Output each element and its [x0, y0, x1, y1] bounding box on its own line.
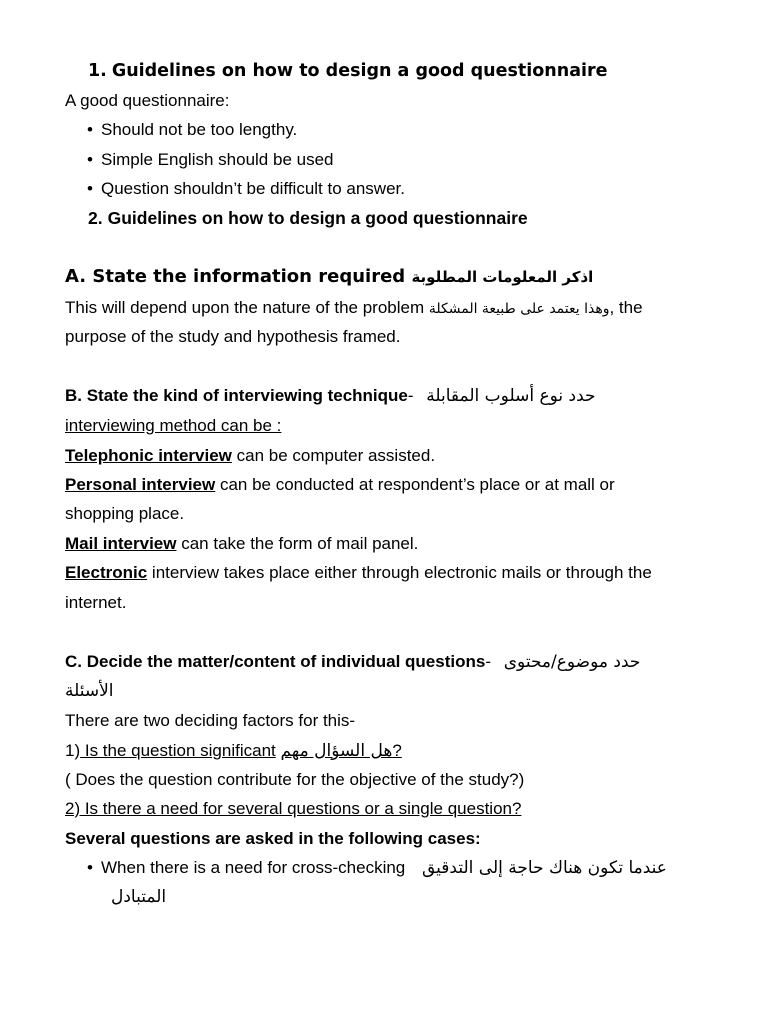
- interview-description: can be conducted at respondent’s place or at mall or: [215, 475, 615, 494]
- bullet-dot: •: [87, 858, 93, 877]
- interview-description: can be computer assisted.: [231, 446, 436, 465]
- section-a-body-start: This will depend upon the nature of the problem: [65, 298, 425, 317]
- interview-term: Telephonic interview: [65, 446, 232, 465]
- section-a-title-arabic: اذكر المعلومات المطلوبة: [411, 268, 594, 286]
- question-2: 2) Is there a need for several questions or a single question?: [65, 799, 522, 818]
- bullet-item-2: Simple English should be used: [101, 150, 334, 169]
- bullet-item-1: Should not be too lengthy.: [101, 120, 298, 139]
- case-item-1: [101, 857, 667, 879]
- section-b-dash: -: [407, 386, 414, 405]
- intro-text: A good questionnaire:: [65, 91, 230, 110]
- section-b-intro: interviewing method can be :: [65, 416, 282, 435]
- heading-2-text: Guidelines on how to design a good questionnaire: [107, 208, 528, 228]
- interview-item-personal: [65, 474, 615, 496]
- section-b-heading: [65, 385, 596, 407]
- heading-2-number: 2.: [88, 208, 103, 228]
- question-1-text: Is the question significant: [80, 741, 276, 760]
- interview-description: can take the form of mail panel.: [176, 534, 419, 553]
- question-1: [65, 740, 402, 762]
- interview-term: Personal interview: [65, 475, 216, 494]
- section-c-heading: [65, 651, 640, 673]
- heading-1-text: Guidelines on how to design a good questionnaire: [111, 61, 608, 81]
- interview-term: Electronic: [65, 563, 148, 582]
- interview-term: Mail interview: [65, 534, 177, 553]
- interview-description: interview takes place either through electronic mails or through the: [147, 563, 652, 582]
- section-c-intro: There are two deciding factors for this-: [65, 711, 356, 730]
- section-c-dash: -: [485, 652, 491, 671]
- question-1-arabic: هل السؤال مهم: [280, 741, 393, 761]
- question-1-end: ?: [392, 741, 402, 760]
- case-item-1-arabic: عندما تكون هناك حاجة إلى التدقيق: [422, 858, 667, 878]
- bullet-dot: •: [87, 120, 93, 139]
- heading-1-number: 1.: [88, 61, 107, 81]
- interview-item-electronic-cont: internet.: [65, 593, 127, 612]
- question-1-note: ( Does the question contribute for the objective of the study?): [65, 770, 525, 789]
- section-c-title: C. Decide the matter/content of individual questions: [65, 652, 486, 671]
- interview-item-telephonic: [65, 445, 435, 467]
- question-1-number: 1): [65, 741, 81, 760]
- section-a-body-end: , the: [609, 298, 643, 317]
- section-a-body-line-1: [65, 297, 643, 320]
- section-a-heading: [65, 266, 593, 288]
- heading-1: [88, 60, 608, 82]
- section-a-body-line-2: purpose of the study and hypothesis framed.: [65, 327, 401, 346]
- case-item-1-arabic-line-2: المتبادل: [111, 887, 167, 907]
- section-c-title-arabic: حدد موضوع/محتوى: [503, 652, 641, 672]
- interview-item-electronic: [65, 562, 652, 584]
- section-b-title-arabic: حدد نوع أسلوب المقابلة: [426, 386, 596, 406]
- section-a-body-arabic: وهذا يعتمد على طبيعة المشكلة: [428, 301, 610, 317]
- case-item-1-text: When there is a need for cross-checking: [101, 858, 406, 877]
- section-c-title-arabic-line-2: الأسئلة: [65, 681, 114, 701]
- section-a-title: A. State the information required: [65, 266, 406, 287]
- bullet-item-3: Question shouldn’t be difficult to answer.: [101, 179, 405, 198]
- bullet-dot: •: [87, 150, 93, 169]
- section-b-title: B. State the kind of interviewing technique: [65, 386, 408, 405]
- several-questions-heading: Several questions are asked in the following cases:: [65, 829, 481, 848]
- interview-item-mail: [65, 533, 418, 555]
- interview-item-personal-cont: shopping place.: [65, 504, 185, 523]
- heading-2: [88, 207, 528, 229]
- bullet-dot: •: [87, 179, 93, 198]
